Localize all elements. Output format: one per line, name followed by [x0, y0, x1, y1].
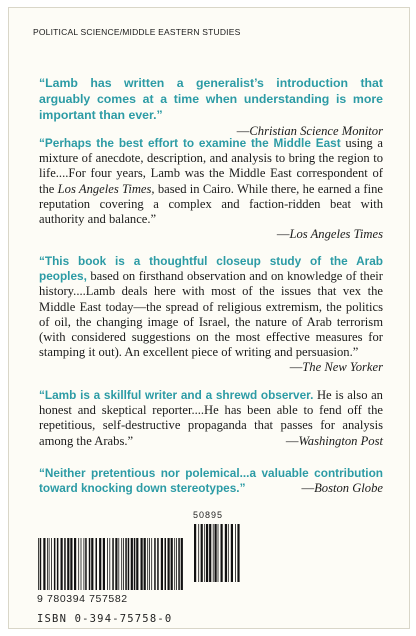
barcode-bar [57, 538, 59, 590]
quote-body: based on firsthand observation and on knowledge of their history....Lamb deals here with most of the issues that vex the Middle East today—the spread of religious extremism, the politics of oil, the changing image of Israel, the nature of Arab terrorism (with considered suggestions on the most effective measures for stamping it out). An excellent piece of writing and persuasion.” [39, 269, 383, 360]
barcode-bar [147, 538, 148, 590]
barcode-bar [91, 538, 93, 590]
barcode-bar [61, 538, 63, 590]
barcode-bar [194, 524, 196, 582]
barcode-bar [174, 538, 175, 590]
quote-highlight: “Perhaps the best effort to examine the Middle East [39, 136, 341, 150]
back-cover [8, 7, 410, 629]
barcode-bar [154, 538, 156, 590]
quote-source: Boston Globe [314, 481, 383, 496]
barcode-bar [54, 538, 56, 590]
barcode-bar [99, 538, 101, 590]
review-quote-1 [39, 75, 383, 139]
isbn-number: ISBN 0-394-75758-0 [37, 613, 173, 625]
barcode-bar [206, 524, 208, 582]
quote-body-italic: Los Angeles Times, [57, 181, 155, 196]
barcode-bar [134, 538, 136, 590]
barcode-bar [176, 538, 177, 590]
category-label: POLITICAL SCIENCE/MIDDLE EASTERN STUDIES [33, 27, 241, 37]
barcode-bar [64, 538, 66, 590]
review-quote-3 [39, 254, 383, 376]
barcode-bar [225, 524, 227, 582]
quote-highlight: “Neither pretentious nor polemical...a valuable contribution toward knocking down stereotypes.” [39, 466, 383, 496]
barcode-bar [235, 524, 236, 582]
barcode-bar [144, 538, 146, 590]
barcode-bar [47, 538, 48, 590]
barcode-bar [198, 524, 199, 582]
barcode-bar [178, 538, 180, 590]
barcode-bar [213, 524, 214, 582]
barcode-bar [103, 538, 105, 590]
quote-body: using a mixture of anecdote, description, and analysis to bring the region to life....For four years, Lamb was the Middle East correspondent of the [39, 136, 383, 196]
barcode-bar [123, 538, 124, 590]
barcode-bar [161, 538, 163, 590]
quote-highlight: “Lamb has written a generalist’s introduction that arguably comes at a time when understanding is more important than ever.” [39, 76, 383, 123]
barcode-bar [121, 538, 122, 590]
review-quote-2 [39, 136, 383, 242]
barcode-bar [136, 538, 138, 590]
barcode-bar [51, 538, 52, 590]
barcode-bar [78, 538, 79, 590]
barcode-bar [109, 538, 110, 590]
barcode-bar [151, 538, 152, 590]
quote-attribution: —Washington Post [285, 433, 383, 448]
price-code: 50895 [193, 510, 224, 520]
barcode-bar [168, 538, 170, 590]
barcode-bar [131, 538, 133, 590]
quote-highlight: “Lamb is a skillful writer and a shrewd observer. [39, 388, 314, 402]
barcode-bar [40, 538, 42, 590]
quote-attribution: —Boston Globe [301, 481, 383, 496]
barcode-bar [231, 524, 233, 582]
quote-attribution: —Los Angeles Times [276, 227, 383, 242]
ean-barcode [37, 538, 187, 590]
barcode-bar [201, 524, 203, 582]
quote-highlight: “This book is a thoughtful closeup study of the Arab peoples, [39, 254, 383, 284]
barcode-bar [84, 538, 85, 590]
quote-source: The New Yorker [302, 360, 383, 375]
barcode-bar [89, 538, 91, 590]
quote-source: Washington Post [298, 433, 383, 448]
barcode-bar [74, 538, 76, 590]
barcode-bar [157, 538, 159, 590]
barcode-bar [165, 538, 167, 590]
barcode-bar [221, 524, 223, 582]
barcode-bar [112, 538, 114, 590]
barcode-bar [218, 524, 219, 582]
barcode-bar [171, 538, 173, 590]
barcode-bar [128, 538, 130, 590]
barcode-bar [67, 538, 69, 590]
supplement-barcode [193, 524, 241, 582]
quote-body: He is also an honest and skeptical reporter....He has been able to fend off the repetitious, self-destructive propaganda that passes for analysis among the Arabs.” [39, 388, 383, 448]
barcode-bar [49, 538, 50, 590]
barcode-bar [149, 538, 150, 590]
barcode-bar [228, 524, 229, 582]
barcode-bar [237, 524, 239, 582]
barcode-bar [118, 538, 119, 590]
quote-source: Los Angeles Times [289, 227, 383, 242]
barcode-bar [209, 524, 211, 582]
barcode-block [37, 510, 287, 630]
review-quote-5 [39, 466, 383, 496]
barcode-bar [81, 538, 82, 590]
barcode-bar [125, 538, 127, 590]
barcode-bar [107, 538, 108, 590]
quote-attribution: —The New Yorker [289, 360, 383, 375]
quote-body: based in Cairo. While there, he earned a fine reputation covering a complex and faction-ridden beat with authority and balance.” [39, 181, 383, 227]
barcode-bar [215, 524, 217, 582]
quote-attribution: —Christian Science Monitor [236, 123, 383, 138]
barcode-bar [115, 538, 117, 590]
quote-source: Christian Science Monitor [249, 123, 383, 138]
barcode-bar [43, 538, 45, 590]
barcode-bar [70, 538, 72, 590]
barcode-bar [181, 538, 183, 590]
barcode-bar [204, 524, 205, 582]
barcode-bar [96, 538, 98, 590]
ean-number: 9 780394 757582 [37, 593, 128, 605]
review-quote-4 [39, 388, 383, 449]
barcode-bar [141, 538, 143, 590]
barcode-bar [85, 538, 87, 590]
barcode-bar [38, 538, 39, 590]
